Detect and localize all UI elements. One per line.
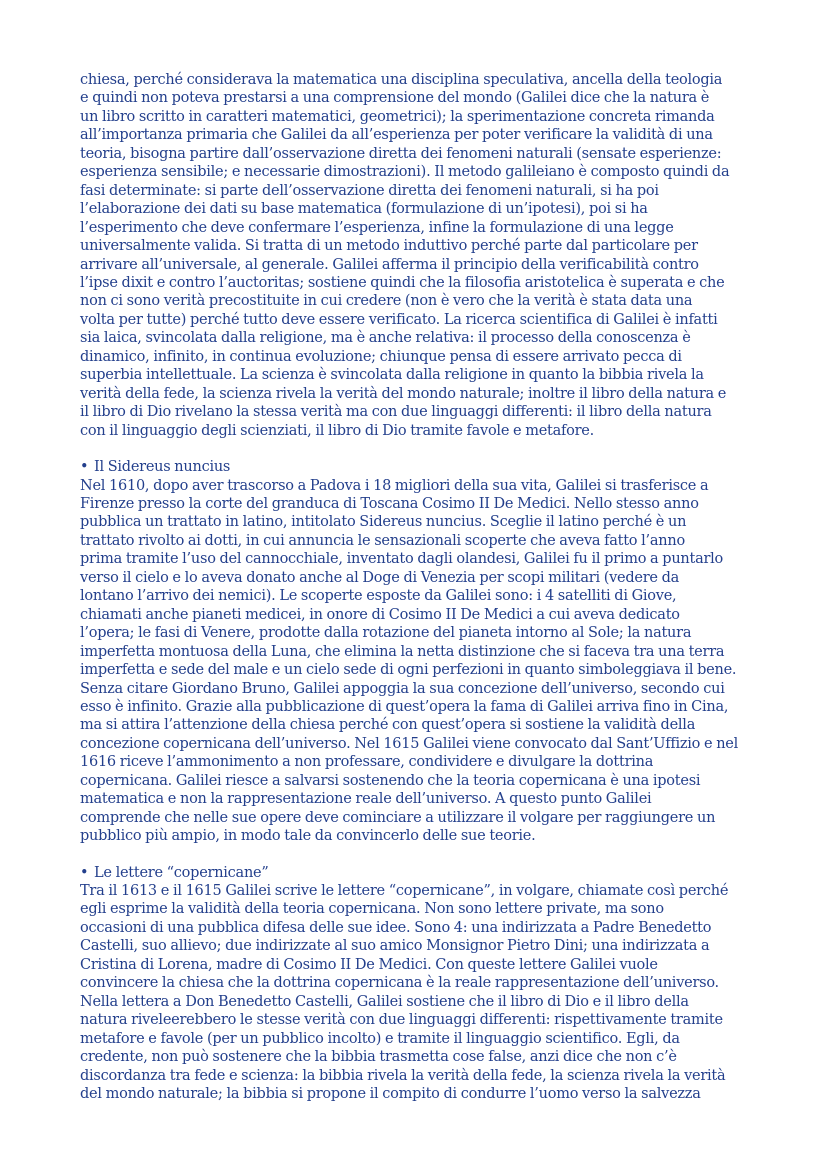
document-page xyxy=(80,71,756,1103)
intro-line: il libro di Dio rivelano la stessa verità ma con due linguaggi differenti: il libro della natura xyxy=(80,404,712,421)
section-paragraph xyxy=(80,882,756,1103)
section-line: matematica e non la rappresentazione reale dell’universo. A questo punto Galilei xyxy=(80,791,652,808)
section-line: credente, non può sostenere che la bibbia trasmetta cose false, anzi dice che non c’è xyxy=(80,1049,677,1066)
section-line: egli esprime la validità della teoria copernicana. Non sono lettere private, ma sono xyxy=(80,901,664,918)
section-line: l’opera; le fasi di Venere, prodotte dalla rotazione del pianeta intorno al Sole; la natura xyxy=(80,625,692,642)
section-spacer xyxy=(80,440,756,458)
section-line: concezione copernicana dell’universo. Nel 1615 Galilei viene convocato dal Sant’Uffizio e nel xyxy=(80,735,739,752)
intro-line: all’importanza primaria che Galilei da all’esperienza per poter verificare la validità di una xyxy=(80,127,713,144)
section-line: trattato rivolto ai dotti, in cui annuncia le sensazionali scoperte che aveva fatto l’anno xyxy=(80,532,685,549)
section-line: lontano l’arrivo dei nemici). Le scoperte esposte da Galilei sono: i 4 satelliti di Giove, xyxy=(80,588,677,605)
intro-line: sia laica, svincolata dalla religione, ma è anche relativa: il processo della conoscenza è xyxy=(80,330,691,347)
intro-line: un libro scritto in caratteri matematici, geometrici); la sperimentazione concreta rimanda xyxy=(80,108,715,125)
section-line: del mondo naturale; la bibbia si propone il compito di condurre l’uomo verso la salvezza xyxy=(80,1086,701,1103)
section-line: convincere la chiesa che la dottrina copernicana è la reale rappresentazione dell’universo. xyxy=(80,975,719,992)
section-line: Senza citare Giordano Bruno, Galilei appoggia la sua concezione dell’universo, secondo cui xyxy=(80,680,725,697)
intro-line: fasi determinate: si parte dell’osservazione diretta dei fenomeni naturali, si ha poi xyxy=(80,182,659,199)
section-line: ma si attira l’attenzione della chiesa perché con quest’opera si sostiene la validità della xyxy=(80,717,696,734)
section-line: imperfetta montuosa della Luna, che elimina la netta distinzione che si faceva tra una terra xyxy=(80,643,725,660)
section-line: prima tramite l’uso del cannocchiale, inventato dagli olandesi, Galilei fu il primo a puntarlo xyxy=(80,551,724,568)
intro-line: con il linguaggio degli scienziati, il libro di Dio tramite favole e metafore. xyxy=(80,422,594,439)
section-heading xyxy=(80,864,756,882)
section-line: Nel 1610, dopo aver trascorso a Padova i 18 migliori della sua vita, Galilei si trasferisce a xyxy=(80,477,709,494)
intro-line: teoria, bisogna partire dall’osservazione diretta dei fenomeni naturali (sensate esperienze: xyxy=(80,145,722,162)
section-line: Firenze presso la corte del granduca di Toscana Cosimo II De Medici. Nello stesso anno xyxy=(80,495,699,512)
intro-line: l’esperimento che deve confermare l’esperienza, infine la formulazione di una legge xyxy=(80,219,674,236)
intro-line: arrivare all’universale, al generale. Galilei afferma il principio della verificabilità contro xyxy=(80,256,699,273)
section-line: chiamati anche pianeti medicei, in onore di Cosimo II De Medici a cui aveva dedicato xyxy=(80,606,680,623)
section-line: pubblica un trattato in latino, intitolato Sidereus nuncius. Sceglie il latino perché è un xyxy=(80,514,687,531)
intro-line: l’ipse dixit e contro l’auctoritas; sostiene quindi che la filosofia aristotelica è superata e che xyxy=(80,274,725,291)
section-line: Cristina di Lorena, madre di Cosimo II De Medici. Con queste lettere Galilei vuole xyxy=(80,956,658,973)
sections-container xyxy=(80,440,756,1103)
section-line: esso è infinito. Grazie alla pubblicazione di quest’opera la fama di Galilei arriva fino in Cina, xyxy=(80,698,729,715)
section-line: pubblico più ampio, in modo tale da convincerlo delle sue teorie. xyxy=(80,828,536,845)
section-heading xyxy=(80,458,756,476)
intro-line: universalmente valida. Si tratta di un metodo induttivo perché parte dal particolare per xyxy=(80,238,698,255)
section xyxy=(80,864,756,1104)
intro-line: non ci sono verità precostituite in cui credere (non è vero che la verità è stata data una xyxy=(80,293,693,310)
intro-line: chiesa, perché considerava la matematica una disciplina speculativa, ancella della teologia xyxy=(80,72,723,88)
section-heading-text: Il Sidereus nuncius xyxy=(94,459,231,476)
section-spacer xyxy=(80,846,756,864)
intro-line: l’elaborazione dei dati su base matematica (formulazione di un’ipotesi), poi si ha xyxy=(80,201,648,218)
section-line: imperfetta e sede del male e un cielo sede di ogni perfezioni in quanto simboleggiava il bene. xyxy=(80,662,737,679)
section-paragraph xyxy=(80,477,756,846)
intro-line: dinamico, infinito, in continua evoluzione; chiunque pensa di essere arrivato pecca di xyxy=(80,348,682,365)
intro-line: esperienza sensibile; e necessarie dimostrazioni). Il metodo galileiano è composto quindi da xyxy=(80,164,730,181)
section-line: metafore e favole (per un pubblico incolto) e tramite il linguaggio scientifico. Egli, da xyxy=(80,1030,680,1047)
section-line: verso il cielo e lo aveva donato anche al Doge di Venezia per scopi militari (vedere da xyxy=(80,569,680,586)
section-line: Nella lettera a Don Benedetto Castelli, Galilei sostiene che il libro di Dio e il libro della xyxy=(80,993,689,1010)
section-line: comprende che nelle sue opere deve cominciare a utilizzare il volgare per raggiungere un xyxy=(80,809,716,826)
section-heading-text: Le lettere “copernicane” xyxy=(94,864,269,881)
intro-line: verità della fede, la scienza rivela la verità del mondo naturale; inoltre il libro della natura e xyxy=(80,385,727,402)
section-line: occasioni di una pubblica difesa delle sue idee. Sono 4: una indirizzata a Padre Benedetto xyxy=(80,919,712,936)
intro-paragraph xyxy=(80,71,756,440)
intro-line: volta per tutte) perché tutto deve essere verificato. La ricerca scientifica di Galilei è infatti xyxy=(80,311,718,328)
intro-line: superbia intellettuale. La scienza è svincolata dalla religione in quanto la bibbia rivela la xyxy=(80,367,704,384)
section xyxy=(80,458,756,846)
section-line: Castelli, suo allievo; due indirizzate al suo amico Monsignor Pietro Dini; una indirizzata a xyxy=(80,938,710,955)
section-line: discordanza tra fede e scienza: la bibbia rivela la verità della fede, la scienza rivela la verità xyxy=(80,1067,726,1084)
section-line: Tra il 1613 e il 1615 Galilei scrive le lettere “copernicane”, in volgare, chiamate così perché xyxy=(80,883,729,900)
section-line: 1616 riceve l’ammonimento a non professare, condividere e divulgare la dottrina xyxy=(80,754,654,771)
bullet-icon: • xyxy=(80,864,89,881)
intro-line: e quindi non poteva prestarsi a una comprensione del mondo (Galilei dice che la natura è xyxy=(80,90,710,107)
bullet-icon: • xyxy=(80,459,89,476)
section-line: copernicana. Galilei riesce a salvarsi sostenendo che la teoria copernicana è una ipotesi xyxy=(80,772,701,789)
section-line: natura riveleerebbero le stesse verità con due linguaggi differenti: rispettivamente tramite xyxy=(80,1012,723,1029)
